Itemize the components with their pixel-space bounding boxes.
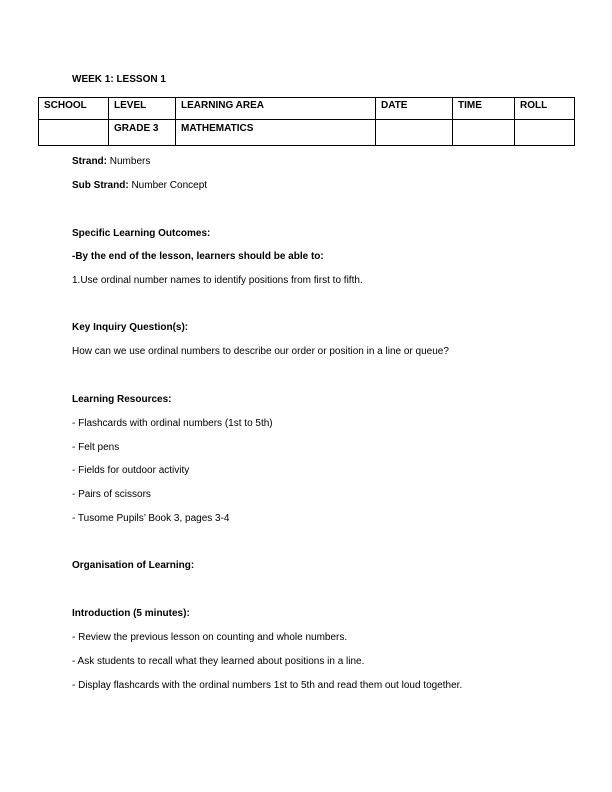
- cell-level: GRADE 3: [109, 120, 176, 146]
- table-header-row: [39, 98, 575, 120]
- lesson-info-table: [38, 97, 575, 146]
- sub-strand-line: [72, 180, 207, 192]
- header-roll: ROLL: [515, 98, 575, 120]
- strand-label: Strand:: [72, 156, 107, 167]
- introduction-heading: Introduction (5 minutes):: [72, 608, 190, 619]
- introduction-item: - Review the previous lesson on counting and whole numbers.: [72, 632, 348, 643]
- sub-strand-label: Sub Strand:: [72, 180, 129, 191]
- resource-item: - Pairs of scissors: [72, 489, 151, 500]
- cell-learning-area: MATHEMATICS: [176, 120, 376, 146]
- header-date: DATE: [376, 98, 453, 120]
- cell-time: [453, 120, 515, 146]
- resource-item: - Flashcards with ordinal numbers (1st to 5th): [72, 418, 273, 429]
- header-learning-area: LEARNING AREA: [176, 98, 376, 120]
- cell-roll: [515, 120, 575, 146]
- introduction-item: - Display flashcards with the ordinal numbers 1st to 5th and read them out loud together.: [72, 680, 463, 691]
- resource-item: - Fields for outdoor activity: [72, 465, 190, 476]
- strand-line: [72, 156, 150, 168]
- outcome-item: 1.Use ordinal number names to identify positions from first to fifth.: [72, 275, 363, 286]
- table-row: [39, 120, 575, 146]
- cell-date: [376, 120, 453, 146]
- resource-item: - Tusome Pupils’ Book 3, pages 3-4: [72, 513, 230, 524]
- week-lesson-title: WEEK 1: LESSON 1: [72, 74, 166, 85]
- header-level: LEVEL: [109, 98, 176, 120]
- resources-heading: Learning Resources:: [72, 394, 172, 405]
- introduction-item: - Ask students to recall what they learned about positions in a line.: [72, 656, 365, 667]
- inquiry-heading: Key Inquiry Question(s):: [72, 322, 189, 333]
- resource-item: - Felt pens: [72, 442, 120, 453]
- sub-strand-value: Number Concept: [128, 180, 208, 191]
- header-school: SCHOOL: [39, 98, 109, 120]
- header-time: TIME: [453, 98, 515, 120]
- organisation-heading: Organisation of Learning:: [72, 560, 195, 571]
- strand-value: Numbers: [107, 156, 151, 167]
- outcomes-intro: -By the end of the lesson, learners should be able to:: [72, 251, 324, 262]
- inquiry-question: How can we use ordinal numbers to describe our order or position in a line or queue?: [72, 346, 449, 357]
- outcomes-heading: Specific Learning Outcomes:: [72, 228, 211, 239]
- cell-school: [39, 120, 109, 146]
